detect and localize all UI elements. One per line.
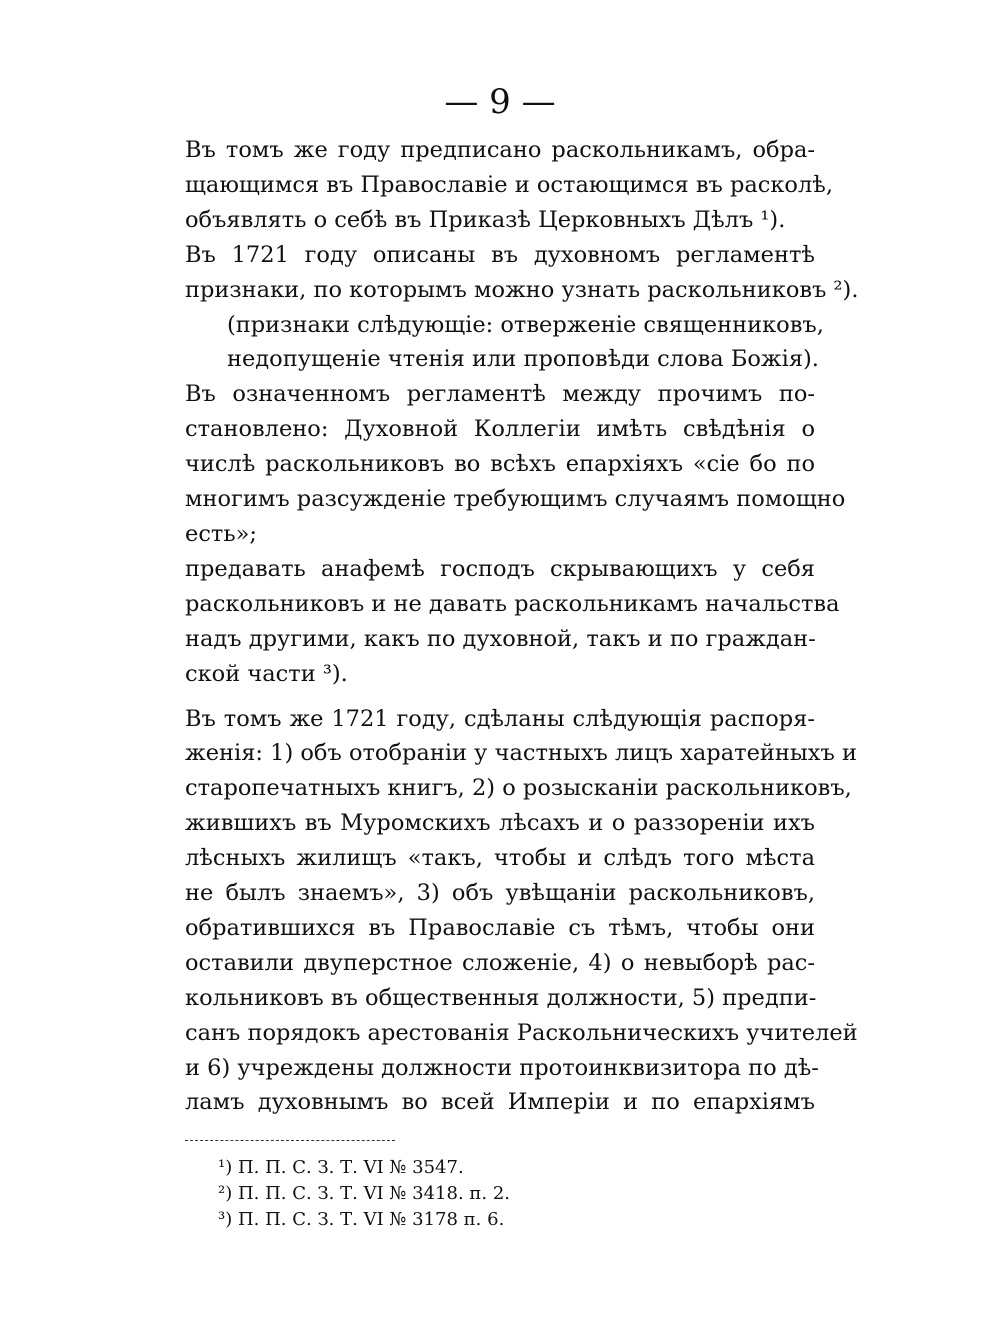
footnote: ¹) П. П. С. З. Т. VI № 3547. [218, 1157, 464, 1178]
text-line: объявлять о себѣ въ Приказѣ Церковныхъ Дѣлъ ¹). [185, 206, 786, 233]
text-line: Въ 1721 году описаны въ духовномъ регламентѣ [185, 241, 815, 268]
footnote: ³) П. П. С. З. Т. VI № 3178 п. 6. [218, 1209, 505, 1230]
text-line: предавать анафемѣ господъ скрывающихъ у себя [185, 555, 815, 582]
footnote: ²) П. П. С. З. Т. VI № 3418. п. 2. [218, 1183, 511, 1204]
footnotes [218, 1155, 618, 1233]
text-line: щающимся въ Православіе и остающимся въ расколѣ, [185, 171, 833, 198]
body-text [185, 133, 859, 1120]
text-line: не былъ знаемъ», 3) объ увѣщаніи раскольниковъ, [185, 880, 815, 907]
text-line: жившихъ въ Муромскихъ лѣсахъ и о раззореніи ихъ [185, 810, 815, 837]
text-line: (признаки слѣдующіе: отверженіе священниковъ, [227, 311, 824, 338]
text-line: и 6) учреждены должности протоинквизитора по дѣ- [185, 1054, 819, 1081]
text-line: женія: 1) объ отобраніи у частныхъ лицъ харатейныхъ и [185, 740, 857, 767]
text-line: старопечатныхъ книгъ, 2) о розысканіи раскольниковъ, [185, 775, 852, 802]
text-line: ской части ³). [185, 660, 348, 687]
text-line: кольниковъ въ общественныя должности, 5) предпи- [185, 984, 817, 1011]
text-line: есть»; [185, 520, 257, 547]
text-line: многимъ разсужденіе требующимъ случаямъ помощно [185, 486, 846, 513]
text-line: раскольниковъ и не давать раскольникамъ начальства [185, 590, 840, 617]
text-line: становлено: Духовной Коллегіи имѣть свѣдѣнія о [185, 416, 815, 443]
text-line: Въ означенномъ регламентѣ между прочимъ по- [185, 381, 815, 408]
text-line: оставили двуперстное сложеніе, 4) о невыборѣ рас- [185, 949, 815, 976]
text-line: Въ томъ же 1721 году, сдѣланы слѣдующія распоря- [185, 705, 815, 732]
text-line: признаки, по которымъ можно узнать раскольниковъ ²). [185, 276, 859, 303]
text-line: санъ порядокъ арестованія Раскольническихъ учителей [185, 1019, 858, 1046]
text-line: недопущеніе чтенія или проповѣди слова Божія). [227, 346, 819, 373]
text-line: ламъ духовнымъ во всей Имперіи и по епархіямъ [185, 1089, 815, 1116]
text-line: обратившихся въ Православіе съ тѣмъ, чтобы они [185, 914, 815, 941]
page-number: — 9 — [444, 82, 556, 122]
text-line: Въ томъ же году предписано раскольникамъ, обра- [185, 137, 815, 163]
text-line: лѣсныхъ жилищъ «такъ, чтобы и слѣдъ того мѣста [185, 845, 815, 872]
text-line: числѣ раскольниковъ во всѣхъ епархіяхъ «сіе бо по [185, 451, 815, 478]
text-line: надъ другими, какъ по духовной, такъ и по граждан- [185, 625, 816, 652]
footnote-divider [185, 1140, 395, 1141]
